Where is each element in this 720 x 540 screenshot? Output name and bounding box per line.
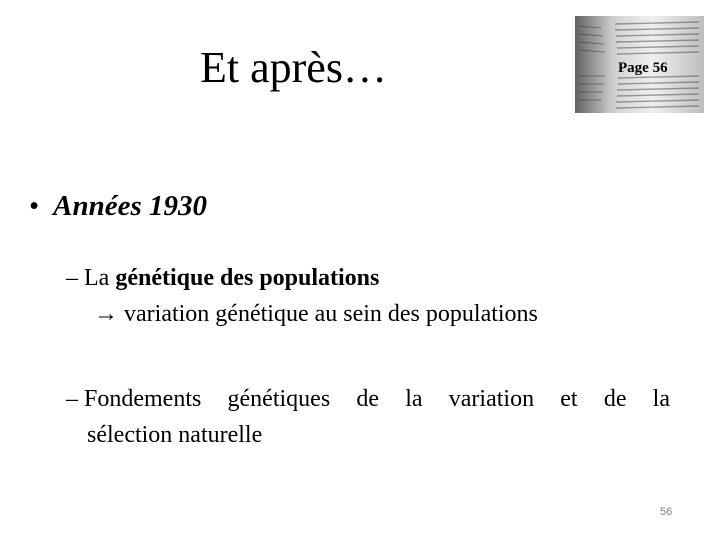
subpoint-word: génétiques: [227, 386, 331, 412]
page-number: 56: [660, 506, 673, 518]
subpoint-foundations-line1: [66, 381, 670, 417]
subpoint-word: variation: [448, 386, 535, 412]
subpoint-dash: –: [66, 386, 78, 412]
subpoint-foundations: [66, 381, 670, 453]
bullet-item: [29, 190, 207, 223]
subpoint-genetics-line2: → variation génétique au sein des populations: [94, 301, 538, 327]
book-page-label: Page 56: [618, 60, 668, 76]
subpoint-word: de: [356, 386, 380, 412]
subpoint-genetics: [66, 260, 538, 332]
subpoint-word: la: [652, 386, 670, 412]
subpoint-foundations-line2: sélection naturelle: [87, 422, 263, 448]
bullet-marker: •: [29, 190, 40, 222]
subpoint-word: de: [603, 386, 627, 412]
subpoint-bold-term: génétique des populations: [115, 265, 380, 291]
subpoint-dash: –: [66, 265, 78, 291]
slide-title: Et après…: [200, 43, 387, 92]
subpoint-word: [66, 381, 201, 417]
subpoint-genetics-line1: [66, 260, 538, 296]
subpoint-word: et: [560, 386, 578, 412]
bullet-text: Années 1930: [53, 190, 208, 222]
subpoint-word-text: Fondements: [84, 386, 202, 412]
subpoint-prefix: La: [84, 265, 116, 291]
subpoint-word: la: [405, 386, 423, 412]
